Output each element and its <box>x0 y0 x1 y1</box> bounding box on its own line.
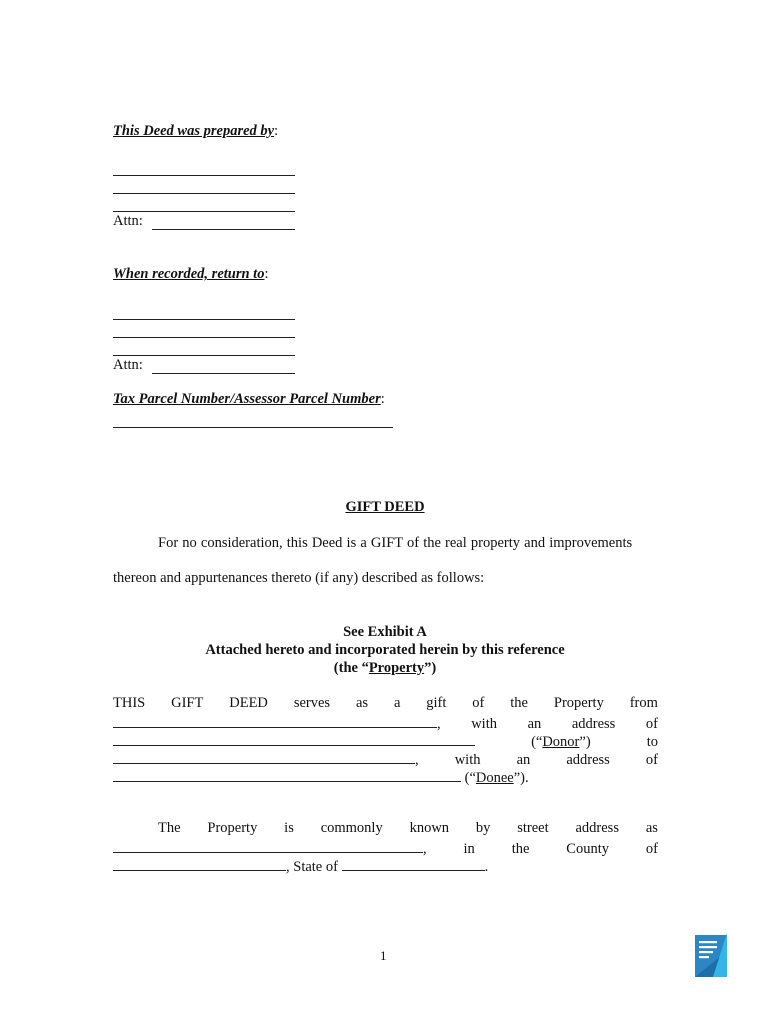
para1-comma: , <box>437 716 441 732</box>
para2-comma: , <box>423 841 427 857</box>
para1-word: Property <box>553 695 604 711</box>
return-to-heading-text: When recorded, return to <box>113 266 265 282</box>
donee-term: Donee <box>475 770 514 786</box>
para1-word: an <box>527 716 542 732</box>
county-blank[interactable] <box>113 856 286 871</box>
street-address-field[interactable] <box>113 838 427 858</box>
return-to-colon: : <box>264 266 269 282</box>
para1-word: of <box>472 695 485 711</box>
return-to-attn-label: Attn: <box>113 357 143 373</box>
para1-word: of <box>645 752 658 768</box>
para1-word: from <box>629 695 658 711</box>
para2-word: commonly <box>320 820 383 836</box>
prepared-by-heading-text: This Deed was prepared by <box>113 123 275 139</box>
para1-word: address <box>566 752 610 768</box>
donee-name-field[interactable] <box>113 749 419 769</box>
para2-row-2 <box>113 838 658 858</box>
para2-word: Property <box>207 820 258 836</box>
para2-word: is <box>284 820 294 836</box>
state-blank[interactable] <box>342 856 485 871</box>
donor-quote-open: (“ <box>531 734 543 750</box>
street-address-blank[interactable] <box>113 838 423 853</box>
para2-word: in <box>463 841 475 857</box>
prepared-by-line-2[interactable] <box>113 193 295 194</box>
tax-parcel-line[interactable] <box>113 427 393 428</box>
para2-word: as <box>645 820 658 836</box>
exhibit-quote-open: (the “ <box>333 660 369 676</box>
page-title: GIFT DEED <box>345 499 425 515</box>
para2-word: known <box>409 820 450 836</box>
para2-word: County <box>566 841 609 857</box>
para1-comma: , <box>415 752 419 768</box>
donor-term: Donor <box>542 734 580 750</box>
return-to-attn-line[interactable] <box>152 373 295 374</box>
para2-word: by <box>475 820 491 836</box>
para1-word: an <box>516 752 531 768</box>
exhibit-line-3 <box>0 660 770 677</box>
return-to-line-3[interactable] <box>113 355 295 356</box>
prepared-by-colon: : <box>274 123 279 139</box>
para2-word: The <box>158 820 181 836</box>
para2-word: the <box>511 841 530 857</box>
para1-word: with <box>454 752 481 768</box>
para2-period: . <box>484 859 489 875</box>
return-to-line-1[interactable] <box>113 319 295 320</box>
donor-name-blank[interactable] <box>113 713 437 728</box>
para2-row-3 <box>113 856 488 876</box>
para1-row-1 <box>113 695 658 712</box>
para1-word: a <box>393 695 401 711</box>
prepared-by-line-1[interactable] <box>113 175 295 176</box>
tax-parcel-heading-text: Tax Parcel Number/Assessor Parcel Number <box>113 391 381 407</box>
para1-word: THIS <box>113 695 146 711</box>
document-logo-icon <box>693 931 729 979</box>
para1-row-2 <box>113 713 658 733</box>
para2-row-1 <box>158 820 658 837</box>
para1-word: DEED <box>229 695 268 711</box>
exhibit-line-2: Attached hereto and incorporated herein by this reference <box>205 642 565 658</box>
intro-line-1: For no consideration, this Deed is a GIFT of the real property and improvements <box>158 535 633 551</box>
para1-word: GIFT <box>171 695 204 711</box>
para2-word: address <box>575 820 619 836</box>
donor-name-field[interactable] <box>113 713 441 733</box>
prepared-by-attn-line[interactable] <box>152 229 295 230</box>
return-to-heading <box>113 266 269 283</box>
return-to-line-2[interactable] <box>113 337 295 338</box>
para1-row-4 <box>113 749 658 769</box>
para1-word: with <box>471 716 497 732</box>
para1-word: to <box>646 734 658 750</box>
para1-row-5 <box>113 767 529 787</box>
para1-word: gift <box>426 695 447 711</box>
para1-word: as <box>355 695 369 711</box>
donor-quote-close: ”) <box>579 734 591 750</box>
prepared-by-line-3[interactable] <box>113 211 295 212</box>
prepared-by-attn-label: Attn: <box>113 213 143 229</box>
para1-row-3 <box>113 731 658 751</box>
tax-parcel-heading <box>113 391 385 408</box>
exhibit-property-term: Property <box>368 660 425 676</box>
donee-address-blank[interactable] <box>113 767 461 782</box>
prepared-by-heading <box>113 123 278 140</box>
donee-quote-close: ”). <box>513 770 529 786</box>
donee-quote-open: (“ <box>461 770 476 786</box>
tax-parcel-colon: : <box>380 391 385 407</box>
donee-name-blank[interactable] <box>113 749 415 764</box>
para2-word: street <box>517 820 549 836</box>
para1-word: address <box>571 716 616 732</box>
document-logo-svg <box>693 931 729 979</box>
exhibit-quote-close: ”) <box>424 660 437 676</box>
state-of-label: , State of <box>286 859 338 875</box>
para1-word: of <box>645 716 658 732</box>
page-number: 1 <box>380 948 387 963</box>
exhibit-line-1: See Exhibit A <box>343 624 427 640</box>
para1-word: the <box>510 695 528 711</box>
para2-word: of <box>645 841 658 857</box>
para1-word: serves <box>293 695 331 711</box>
intro-line-2: thereon and appurtenances thereto (if any) described as follows: <box>113 570 485 586</box>
donor-address-blank[interactable] <box>113 731 475 746</box>
